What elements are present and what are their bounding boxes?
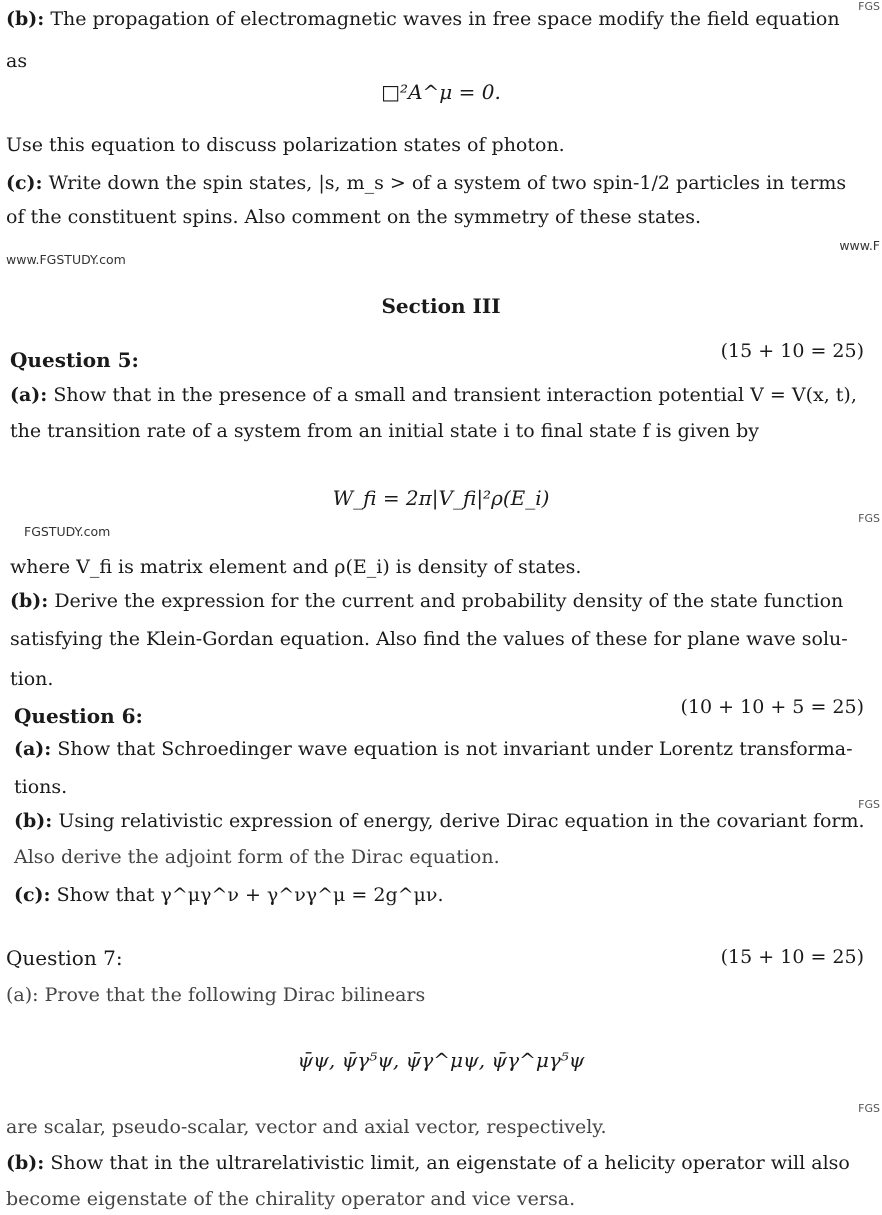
- watermark-right-3: FGS: [858, 798, 880, 811]
- s2-c-label: (c):: [6, 172, 43, 194]
- s2-c-line1: [6, 172, 846, 194]
- q7-a-equation: ψ̄ψ, ψ̄γ⁵ψ, ψ̄γ^μψ, ψ̄γ^μγ⁵ψ: [297, 1048, 585, 1072]
- q6-b-line2: Also derive the adjoint form of the Dirac equation.: [14, 846, 500, 868]
- q7-a-label: (a):: [6, 984, 39, 1006]
- q6-label: Question 6:: [14, 704, 143, 728]
- q6-c-text: Show that γ^μγ^ν + γ^νγ^μ = 2g^μν.: [56, 884, 444, 906]
- s2-b-label: (b):: [6, 8, 45, 30]
- q7-a-line1: [6, 984, 425, 1006]
- q5-b-line2: satisfying the Klein-Gordan equation. Also find the values of these for plane wave solu-: [10, 628, 848, 650]
- q6-c-label: (c):: [14, 884, 51, 906]
- q6-c-line1: [14, 884, 443, 906]
- q5-a-label: (a):: [10, 384, 48, 406]
- s2-c-line2: of the constituent spins. Also comment on the symmetry of these states.: [6, 206, 701, 228]
- q7-b-line1: [6, 1152, 850, 1174]
- s2-b-line1: [6, 8, 840, 30]
- q5-a-line1: [10, 384, 857, 406]
- q7-b-label: (b):: [6, 1152, 45, 1174]
- q5-a-text: Show that in the presence of a small and transient interaction potential V = V(x, t),: [53, 384, 857, 406]
- watermark-right-1: www.F: [839, 238, 880, 253]
- q6-marks: (10 + 10 + 5 = 25): [680, 696, 864, 718]
- q6-b-line1: [14, 810, 865, 832]
- q7-marks: (15 + 10 = 25): [720, 946, 864, 968]
- q7-a-text: Prove that the following Dirac bilinears: [44, 984, 426, 1006]
- q6-b-label: (b):: [14, 810, 53, 832]
- section-title: Section III: [381, 294, 501, 318]
- q5-a-line3: where V_fi is matrix element and ρ(E_i) is density of states.: [10, 556, 582, 578]
- q5-a-line2: the transition rate of a system from an initial state i to final state f is given by: [10, 420, 760, 442]
- watermark-right-2: FGS: [858, 512, 880, 525]
- watermark-left-2: FGSTUDY.com: [24, 524, 111, 539]
- q7-label: Question 7:: [6, 946, 123, 970]
- q5-a-equation: W_fi = 2π|V_fi|²ρ(E_i): [332, 486, 550, 510]
- q7-a-line2: are scalar, pseudo-scalar, vector and axial vector, respectively.: [6, 1116, 607, 1138]
- q5-b-line1: [10, 590, 843, 612]
- q5-b-label: (b):: [10, 590, 49, 612]
- q6-a-label: (a):: [14, 738, 52, 760]
- watermark-left-1: www.FGSTUDY.com: [6, 252, 126, 267]
- q5-label: Question 5:: [10, 348, 139, 372]
- s2-b-text: The propagation of electromagnetic waves in free space modify the field equation: [50, 8, 840, 30]
- q6-a-line2: tions.: [14, 776, 68, 798]
- q6-a-text: Show that Schroedinger wave equation is not invariant under Lorentz transforma-: [57, 738, 853, 760]
- q6-a-line1: [14, 738, 853, 760]
- s2-b-equation: □²A^μ = 0.: [381, 80, 501, 104]
- q5-marks: (15 + 10 = 25): [720, 340, 864, 362]
- q6-b-text: Using relativistic expression of energy, derive Dirac equation in the covariant form.: [58, 810, 865, 832]
- s2-b-line2: as: [6, 50, 28, 72]
- q7-b-text: Show that in the ultrarelativistic limit, an eigenstate of a helicity operator will also: [50, 1152, 850, 1174]
- q7-b-line2: become eigenstate of the chirality operator and vice versa.: [6, 1188, 576, 1210]
- q5-b-text: Derive the expression for the current and probability density of the state function: [54, 590, 844, 612]
- s2-b-line3: Use this equation to discuss polarization states of photon.: [6, 134, 565, 156]
- q5-b-line3: tion.: [10, 668, 54, 690]
- s2-c-text: Write down the spin states, |s, m_s > of a system of two spin-1/2 particles in terms: [48, 172, 847, 194]
- watermark-top-right: FGS: [858, 0, 880, 13]
- watermark-right-4: FGS: [858, 1102, 880, 1115]
